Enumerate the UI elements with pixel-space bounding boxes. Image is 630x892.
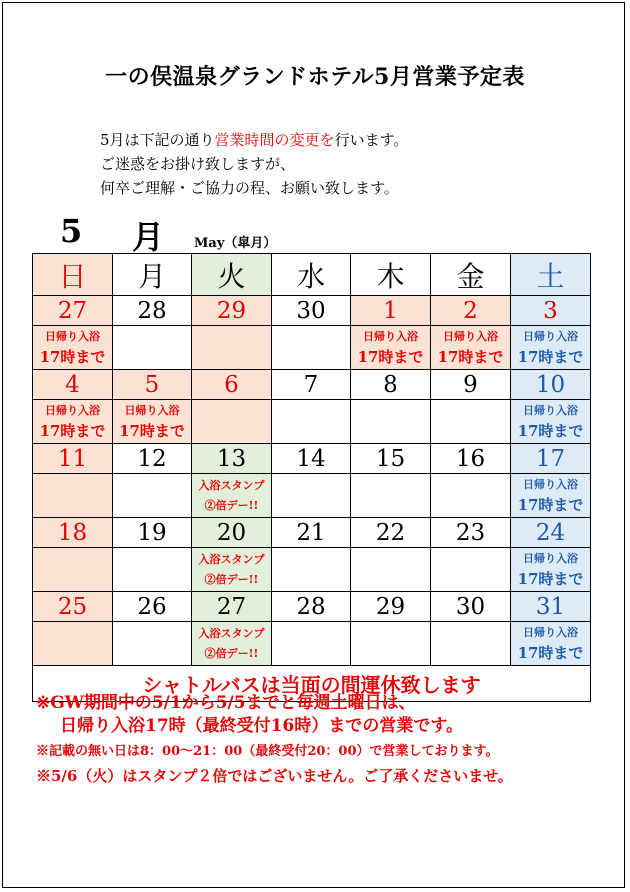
note-cell <box>351 622 431 666</box>
note-cell <box>431 400 511 444</box>
date-cell: 28 <box>272 592 351 622</box>
note-cell <box>33 400 113 444</box>
date-cell: 19 <box>113 518 192 548</box>
date-cell: 8 <box>351 370 431 400</box>
note-cell <box>113 400 192 444</box>
note-cell <box>351 548 431 592</box>
note-line-2: 17時まで <box>437 348 504 366</box>
date-cell: 3 <box>511 296 591 326</box>
date-cell: 28 <box>113 296 192 326</box>
week-note-row <box>33 474 591 518</box>
date-cell: 29 <box>351 592 431 622</box>
date-cell: 15 <box>351 444 431 474</box>
month-english: May（皐月） <box>194 236 277 251</box>
date-cell: 11 <box>33 444 113 474</box>
note-cell <box>192 548 272 592</box>
intro-line-1 <box>100 128 408 152</box>
date-cell: 25 <box>33 592 113 622</box>
week-date-row <box>33 296 591 326</box>
note-cell <box>511 622 591 666</box>
date-cell: 24 <box>511 518 591 548</box>
note-line-1: 日帰り入浴 <box>363 330 418 343</box>
note-line-1: 日帰り入浴 <box>45 330 100 343</box>
footer-notes <box>36 692 513 788</box>
date-cell: 30 <box>431 592 511 622</box>
note-cell <box>113 326 192 370</box>
note-cell <box>272 400 351 444</box>
week-date-row <box>33 592 591 622</box>
note-cell <box>511 474 591 518</box>
note-cell <box>33 548 113 592</box>
note-line-1: 日帰り入浴 <box>124 404 180 417</box>
note-cell <box>431 474 511 518</box>
date-cell: 26 <box>113 592 192 622</box>
month-number: 5 <box>60 212 83 250</box>
note-cell <box>431 326 511 370</box>
intro-line-2: ご迷惑をお掛け致しますが、 <box>100 155 296 173</box>
note-line-1: 日帰り入浴 <box>443 330 498 343</box>
note-cell <box>113 622 192 666</box>
date-cell: 20 <box>192 518 272 548</box>
note-line-2: 17時まで <box>517 644 584 662</box>
note-cell <box>351 474 431 518</box>
note-line-1: 入浴スタンプ <box>198 478 265 492</box>
date-cell: 13 <box>192 444 272 474</box>
note-line-2: ②倍デー!! <box>204 572 259 586</box>
footer-line-1: ※GW期間中の5/1から5/5までと毎週土曜日は、 <box>36 693 416 713</box>
date-cell: 30 <box>272 296 351 326</box>
note-line-2: 17時まで <box>119 422 185 440</box>
note-cell <box>511 326 591 370</box>
weekday-thu: 木 <box>351 254 431 296</box>
week-note-row <box>33 326 591 370</box>
week-note-row <box>33 548 591 592</box>
note-cell <box>272 474 351 518</box>
weekday-tue: 火 <box>192 254 272 296</box>
note-cell <box>431 548 511 592</box>
note-line-2: 17時まで <box>357 348 424 366</box>
page-title: 一の俣温泉グランドホテル5月営業予定表 <box>105 64 525 90</box>
date-cell: 4 <box>33 370 113 400</box>
note-cell <box>431 622 511 666</box>
note-cell <box>272 622 351 666</box>
note-line-2: 17時まで <box>39 348 106 366</box>
note-cell <box>272 326 351 370</box>
date-cell: 27 <box>192 592 272 622</box>
month-kanji: 月 <box>132 218 165 256</box>
note-line-2: 17時まで <box>517 348 584 366</box>
note-cell <box>511 548 591 592</box>
date-cell: 31 <box>511 592 591 622</box>
weekday-fri: 金 <box>431 254 511 296</box>
date-cell: 10 <box>511 370 591 400</box>
weekday-sun: 日 <box>33 254 113 296</box>
note-line-1: 日帰り入浴 <box>523 330 578 343</box>
intro-line-1-prefix: 5月は下記の通り <box>100 131 215 149</box>
intro-line-1-suffix: 行います。 <box>334 131 409 149</box>
note-cell <box>351 326 431 370</box>
weekday-header-row <box>33 254 591 296</box>
date-cell: 2 <box>431 296 511 326</box>
note-line-1: 日帰り入浴 <box>523 552 578 565</box>
date-cell: 12 <box>113 444 192 474</box>
note-line-1: 日帰り入浴 <box>523 626 578 639</box>
note-line-2: 17時まで <box>517 570 584 588</box>
date-cell: 29 <box>192 296 272 326</box>
note-cell <box>33 474 113 518</box>
week-note-row <box>33 400 591 444</box>
note-cell <box>113 474 192 518</box>
date-cell: 23 <box>431 518 511 548</box>
week-date-row <box>33 444 591 474</box>
note-cell <box>192 326 272 370</box>
note-line-2: 17時まで <box>517 422 584 440</box>
date-cell: 14 <box>272 444 351 474</box>
note-cell <box>113 548 192 592</box>
date-cell: 6 <box>192 370 272 400</box>
note-line-1: 日帰り入浴 <box>45 404 100 417</box>
date-cell: 9 <box>431 370 511 400</box>
date-cell: 1 <box>351 296 431 326</box>
weekday-sat: 土 <box>511 254 591 296</box>
footer-line-3: ※記載の無い日は8：00～21：00（最終受付20：00）で営業しております。 <box>36 744 499 759</box>
note-cell <box>33 622 113 666</box>
date-cell: 16 <box>431 444 511 474</box>
note-cell <box>192 474 272 518</box>
calendar-table <box>32 253 591 702</box>
week-date-row <box>33 370 591 400</box>
date-cell: 22 <box>351 518 431 548</box>
note-line-1: 日帰り入浴 <box>523 404 578 417</box>
note-line-2: 17時まで <box>39 422 106 440</box>
weekday-wed: 水 <box>272 254 351 296</box>
week-date-row <box>33 518 591 548</box>
date-cell: 21 <box>272 518 351 548</box>
shuttle-notice: シャトルバスは当面の間運休致します <box>33 666 591 702</box>
footer-line-4: ※5/6（火）はスタンプ２倍ではございません。ご了承くださいませ。 <box>36 767 513 785</box>
date-cell: 5 <box>113 370 192 400</box>
weekday-mon: 月 <box>113 254 192 296</box>
note-cell <box>351 400 431 444</box>
date-cell: 18 <box>33 518 113 548</box>
note-line-1: 入浴スタンプ <box>198 552 265 566</box>
footer-line-2: 日帰り入浴17時（最終受付16時）までの営業です。 <box>60 716 463 736</box>
intro-line-3: 何卒ご理解・ご協力の程、お願い致します。 <box>100 179 399 197</box>
note-cell <box>192 400 272 444</box>
date-cell: 7 <box>272 370 351 400</box>
note-line-1: 入浴スタンプ <box>198 626 265 640</box>
note-line-2: ②倍デー!! <box>204 646 259 660</box>
date-cell: 17 <box>511 444 591 474</box>
note-cell <box>272 548 351 592</box>
note-line-1: 日帰り入浴 <box>523 478 578 491</box>
note-line-2: 17時まで <box>517 496 584 514</box>
note-cell <box>192 622 272 666</box>
date-cell: 27 <box>33 296 113 326</box>
intro-text <box>100 128 408 200</box>
note-line-2: ②倍デー!! <box>204 498 259 512</box>
note-cell <box>511 400 591 444</box>
note-cell <box>33 326 113 370</box>
intro-highlight: 営業時間の変更を <box>214 131 335 149</box>
week-note-row <box>33 622 591 666</box>
